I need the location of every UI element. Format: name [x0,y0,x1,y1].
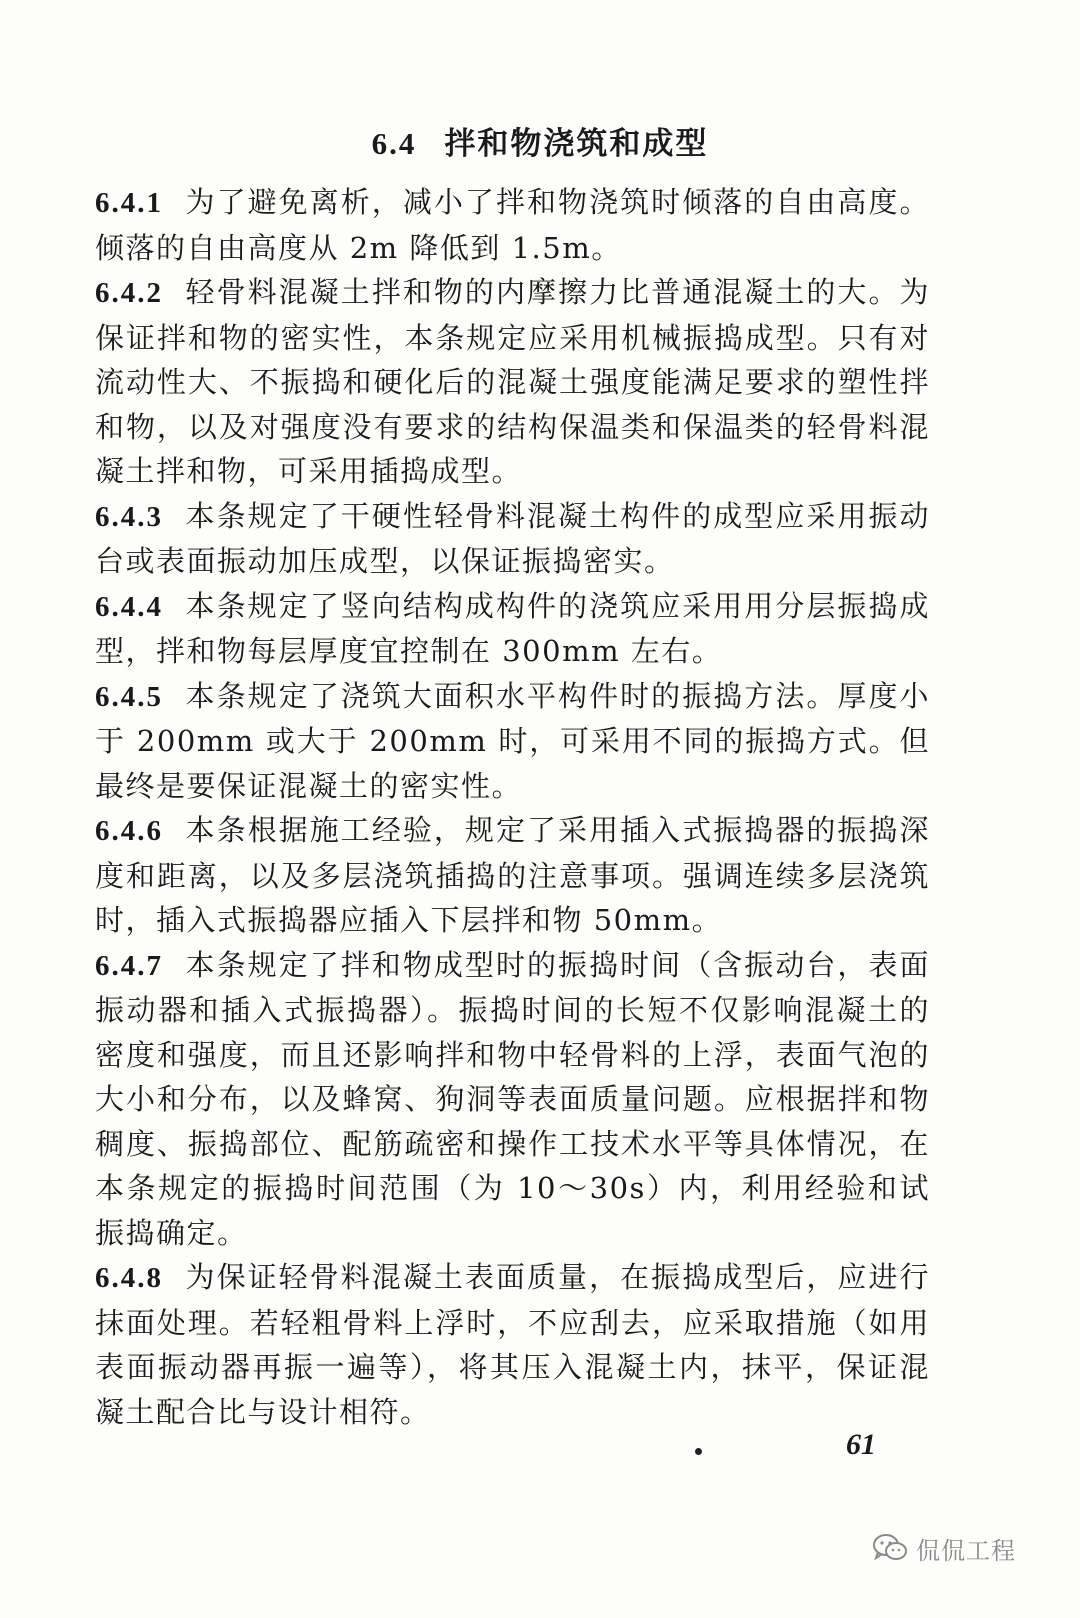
clause-text: 本条规定了拌和物成型时的振捣时间（含振动台，表面振动器和插入式振捣器）。振捣时间的长短不仅影响混凝土的密度和强度，而且还影响拌和物中轻骨料的上浮，表面气泡的大小和分布，以及蜂窝、狗洞等表面质量问题。应根据拌和物稠度、振捣部位、配筋疏密和操作工技术水平等具体情况，在本条规定的振捣时间范围（为 10～30s）内，利用经验和试振捣确定。 [95,947,930,1250]
clause-text: 本条规定了竖向结构成构件的浇筑应采用用分层振捣成型，拌和物每层厚度宜控制在 300mm 左右。 [95,588,930,668]
clause-text: 为保证轻骨料混凝土表面质量，在振捣成型后，应进行抹面处理。若轻粗骨料上浮时，不应刮去，应采取措施（如用表面振动器再振一遍等），将其压入混凝土内，抹平，保证混凝土配合比与设计相符。 [95,1260,930,1429]
clause-text: 轻骨料混凝土拌和物的内摩擦力比普通混凝土的大。为保证拌和物的密实性，本条规定应采用机械振捣成型。只有对流动性大、不振捣和硬化后的混凝土强度能满足要求的塑性拌和物，以及对强度没有要求的结构保温类和保温类的轻骨料混凝土拌和物，可采用插捣成型。 [95,275,930,488]
watermark [872,1530,1016,1566]
content-body [95,180,930,1434]
watermark-text: 侃侃工程 [916,1536,1016,1565]
paragraph-6-4-2 [95,270,930,494]
paragraph-6-4-7 [95,943,930,1256]
bullet-dot [695,1448,702,1455]
section-title-text: 拌和物浇筑和成型 [444,126,709,162]
wechat-icon [872,1533,908,1563]
clause-number: 6.4.4 [95,590,163,623]
page-number: 61 [846,1428,876,1461]
clause-text: 为了避免离析，减小了拌和物浇筑时倾落的自由高度。倾落的自由高度从 2m 降低到 1.5m。 [95,185,930,265]
clause-number: 6.4.3 [95,500,163,533]
clause-number: 6.4.2 [95,277,163,309]
clause-text: 本条规定了浇筑大面积水平构件时的振捣方法。厚度小于 200mm 或大于 200mm 时，可采用不同的振捣方式。但最终是要保证混凝土的密实性。 [95,678,930,803]
clause-number: 6.4.1 [95,187,163,219]
paragraph-6-4-4 [95,584,930,674]
section-number: 6.4 [371,126,417,161]
clause-number: 6.4.8 [95,1262,163,1294]
paragraph-6-4-5 [95,674,930,809]
paragraph-6-4-6 [95,808,930,943]
paragraph-6-4-8 [95,1255,930,1434]
clause-number: 6.4.5 [95,680,163,713]
clause-text: 本条根据施工经验，规定了采用插入式振捣器的振捣深度和距离，以及多层浇筑插捣的注意事项。强调连续多层浇筑时，插入式振捣器应插入下层拌和物 50mm。 [95,813,930,937]
paragraph-6-4-1 [95,180,930,270]
paragraph-6-4-3 [95,494,930,584]
section-title [0,118,1080,163]
clause-number: 6.4.7 [95,949,163,982]
clause-text: 本条规定了干硬性轻骨料混凝土构件的成型应采用振动台或表面振动加压成型，以保证振捣密实。 [95,498,930,578]
clause-number: 6.4.6 [95,815,163,847]
